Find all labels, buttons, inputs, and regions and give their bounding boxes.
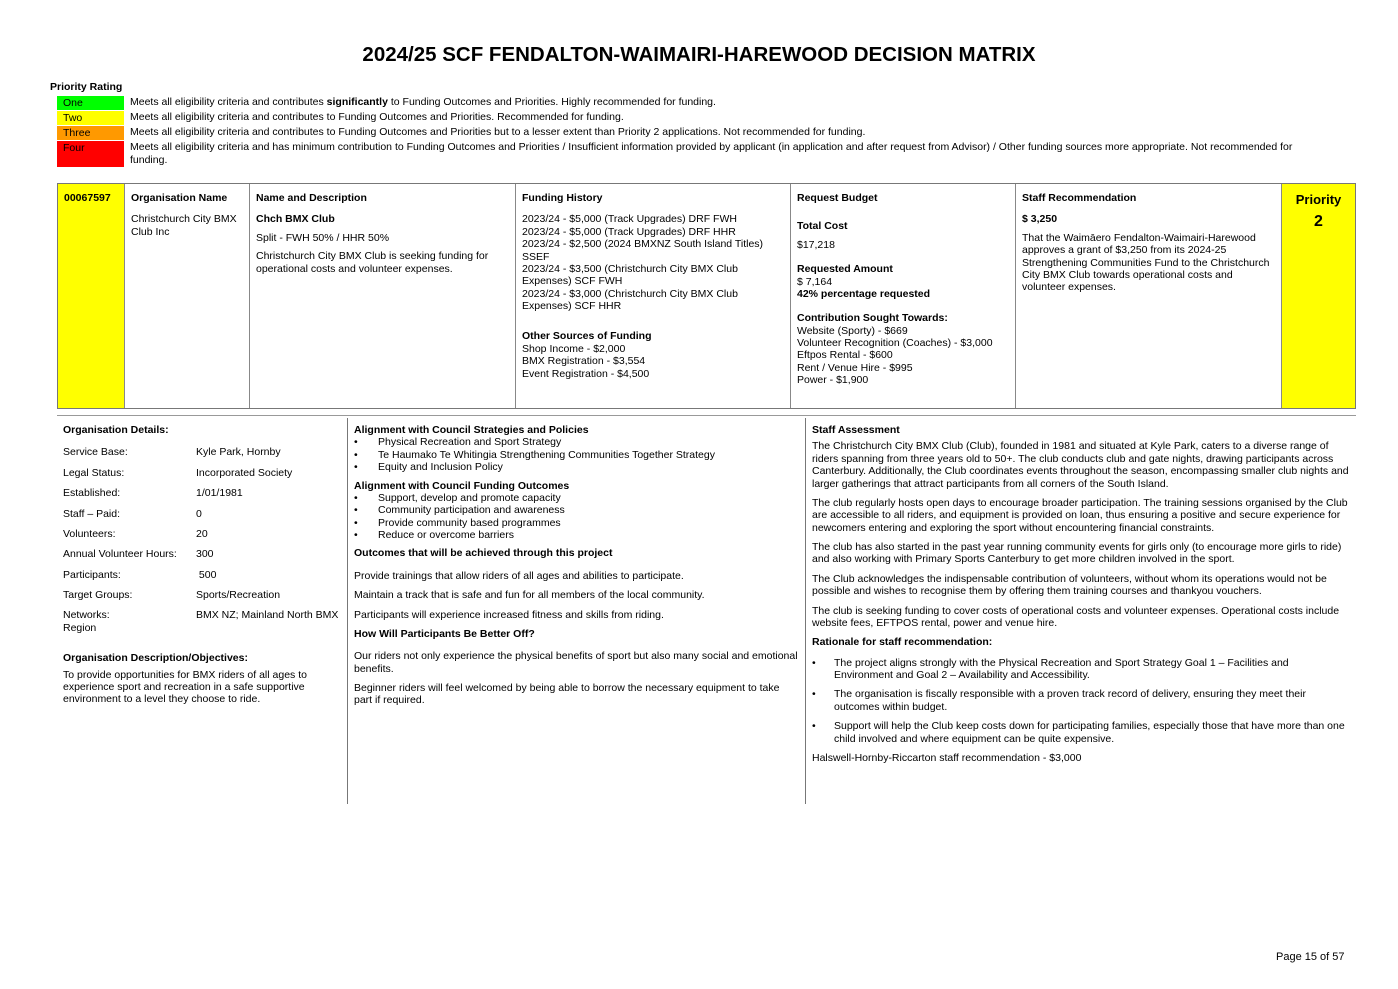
detail-row xyxy=(63,548,341,560)
detail-value: 0 xyxy=(196,507,202,520)
better-off-heading: How Will Participants Be Better Off? xyxy=(354,627,535,640)
rationale-heading: Rationale for staff recommendation: xyxy=(812,636,993,649)
legend-text-three: Meets all eligibility criteria and contributes to Funding Outcomes and Priorities but to a lesser extent than Priority 2 applications. Not recommended for funding. xyxy=(130,126,866,138)
detail-value: Sports/Recreation xyxy=(196,589,281,601)
detail-label: Target Groups: xyxy=(63,589,133,601)
contribution-item: Website (Sporty) - $669 xyxy=(797,324,908,337)
total-cost-label: Total Cost xyxy=(797,220,848,233)
strategy-item: • Equity and Inclusion Policy xyxy=(354,461,799,473)
achieved-item: Provide trainings that allow riders of all ages and abilities to participate. xyxy=(354,569,684,582)
assessment-paragraph: The club has also started in the past year running community events for girls only (to encourage more girls to ride) and also working with Primary Sports Canterbury to get more children involved in the sport. xyxy=(812,541,1342,566)
alignment-column xyxy=(348,418,806,804)
details-section xyxy=(57,418,1356,804)
detail-row xyxy=(63,446,341,458)
contribution-item: Eftpos Rental - $600 xyxy=(797,349,893,362)
funding-history-item: 2023/24 - $2,500 (2024 BMXNZ South Island Titles) SSEF xyxy=(522,238,764,263)
staff-assessment-column xyxy=(806,418,1356,804)
objectives-heading: Organisation Description/Objectives: xyxy=(63,652,248,665)
legend-swatch-two: Two xyxy=(57,111,124,125)
legend-row-one xyxy=(57,96,1317,110)
detail-row xyxy=(63,622,341,634)
detail-label: Legal Status: xyxy=(63,466,125,479)
other-source-item: BMX Registration - $3,554 xyxy=(522,355,646,368)
other-source-item: Shop Income - $2,000 xyxy=(522,342,626,355)
other-source-item: Event Registration - $4,500 xyxy=(522,367,650,380)
contribution-item: Volunteer Recognition (Coaches) - $3,000 xyxy=(797,337,993,349)
rationale-item: • The project aligns strongly with the Physical Recreation and Sport Strategy Goal 1 – Facilities and Environment and Goal 2 – Availability and Accessibility. xyxy=(812,657,1350,682)
outcome-item: • Reduce or overcome barriers xyxy=(354,529,799,541)
legend-text-four: Meets all eligibility criteria and has minimum contribution to Funding Outcomes and Priorities / Insufficient information provided by applicant (in application and after request from Advisor) / Other funding sources more appropriate. Not recommended for funding. xyxy=(130,141,1293,166)
staff-assessment-heading: Staff Assessment xyxy=(812,424,900,436)
better-off-item: Beginner riders will feel welcomed by being able to borrow the necessary equipment to take part if required. xyxy=(354,682,780,707)
detail-row xyxy=(63,487,341,499)
funding-history-item: 2023/24 - $3,000 (Christchurch City BMX Club Expenses) SCF HHR xyxy=(522,287,738,312)
legend-swatch-three: Three xyxy=(57,126,124,140)
other-sources-heading: Other Sources of Funding xyxy=(522,330,652,343)
better-off-item: Our riders not only experience the physical benefits of sport but also many social and emotional benefits. xyxy=(354,650,798,675)
staff-recommendation-amount: $ 3,250 xyxy=(1022,213,1058,226)
funding-history-item: 2023/24 - $5,000 (Track Upgrades) DRF HHR xyxy=(522,225,736,238)
detail-value: BMX NZ; Mainland North BMX xyxy=(196,609,339,622)
closing-recommendation: Halswell-Hornby-Riccarton staff recommendation - $3,000 xyxy=(812,751,1082,764)
project-name: Chch BMX Club xyxy=(256,213,335,226)
name-description-cell xyxy=(250,184,516,408)
detail-value: 1/01/1981 xyxy=(196,487,243,500)
application-id: 00067597 xyxy=(58,184,125,408)
achieved-heading: Outcomes that will be achieved through this project xyxy=(354,547,613,560)
detail-row xyxy=(63,528,341,540)
percentage-requested: 42% percentage requested xyxy=(797,287,931,300)
contribution-item: Rent / Venue Hire - $995 xyxy=(797,361,913,374)
funding-history-item: 2023/24 - $5,000 (Track Upgrades) DRF FWH xyxy=(522,213,737,226)
legend-text-two: Meets all eligibility criteria and contributes to Funding Outcomes and Priorities. Recommended for funding. xyxy=(130,111,624,123)
detail-label: Established: xyxy=(63,487,121,500)
org-name-heading: Organisation Name xyxy=(131,192,228,204)
legend-swatch-one: One xyxy=(57,96,124,110)
outcome-item: • Provide community based programmes xyxy=(354,517,799,529)
section-divider xyxy=(57,415,1356,416)
detail-label: Participants: xyxy=(63,568,121,581)
funding-history-list xyxy=(522,213,784,312)
organisation-details-column xyxy=(57,418,348,804)
assessment-paragraph: The Christchurch City BMX Club (Club), founded in 1981 and situated at Kyle Park, caters to a diverse range of riders spanning from three years old to 50+. The club conducts club and gate nights, drawing participants across Canterbury. Additionally, the Club coordinates events throughout the season, encompassing smaller club nights and larger gatherings that attract participants from all corners of the South Island. xyxy=(812,440,1349,490)
strategies-heading: Alignment with Council Strategies and Policies xyxy=(354,424,589,436)
staff-recommendation-cell xyxy=(1016,184,1282,408)
total-cost-value: $17,218 xyxy=(797,238,835,251)
contribution-item: Power - $1,900 xyxy=(797,374,869,387)
page-title: 2024/25 SCF FENDALTON-WAIMAIRI-HAREWOOD DECISION MATRIX xyxy=(362,43,1036,66)
assessment-paragraph: The club is seeking funding to cover costs of operational costs and volunteer expenses. Operational costs include website fees, EFTPOS rental, power and venue hire. xyxy=(812,604,1340,629)
detail-row xyxy=(63,569,341,581)
staff-recommendation-text: That the Waimāero Fendalton-Waimairi-Harewood approves a grant of $3,250 from its 2024-25 Strengthening Communities Fund to the Christchurch City BMX Club towards operational costs and volunteer expenses. xyxy=(1022,231,1270,294)
priority-legend xyxy=(57,96,1317,168)
detail-label: Volunteers: xyxy=(63,527,116,540)
outcomes-list xyxy=(354,492,799,542)
application-summary-table xyxy=(57,183,1356,409)
request-budget-heading: Request Budget xyxy=(797,192,878,204)
outcome-item: • Support, develop and promote capacity xyxy=(354,492,799,504)
detail-row xyxy=(63,467,341,479)
funding-history-cell xyxy=(516,184,791,408)
detail-label: Region xyxy=(63,621,97,634)
rationale-item: • Support will help the Club keep costs down for participating families, especially those that have more than one child involved and where equipment can be quite expensive. xyxy=(812,720,1350,745)
detail-label: Networks: xyxy=(63,609,110,622)
detail-label: Annual Volunteer Hours: xyxy=(63,548,177,561)
org-name: Christchurch City BMX Club Inc xyxy=(131,213,237,238)
detail-row xyxy=(63,589,341,601)
detail-label: Service Base: xyxy=(63,446,128,459)
priority-cell xyxy=(1282,184,1355,408)
objectives-text: To provide opportunities for BMX riders of all ages to experience sport and recreation in a safe supportive environment to a level they choose to ride. xyxy=(63,668,307,706)
assessment-paragraph: The club regularly hosts open days to encourage broader participation. The training sessions organised by the Club are accessible to all riders, and equipment is provided on loan, thus ensuring a positive and secure experience for newcomers entering and exploring the sport without encountering financial constraints. xyxy=(812,496,1348,534)
funding-history-heading: Funding History xyxy=(522,192,603,204)
legend-text-one: Meets all eligibility criteria and contributes significantly to Funding Outcomes and Priorities. Highly recommended for funding. xyxy=(130,96,716,108)
legend-row-four xyxy=(57,141,1317,167)
achieved-item: Maintain a track that is safe and fun for all members of the local community. xyxy=(354,589,705,602)
legend-swatch-four: Four xyxy=(57,141,124,167)
funding-split: Split - FWH 50% / HHR 50% xyxy=(256,231,390,244)
requested-amount-value: $ 7,164 xyxy=(797,275,833,288)
priority-value: 2 xyxy=(1314,213,1323,231)
page-number: Page 15 of 57 xyxy=(1276,951,1345,963)
rationale-item: • The organisation is fiscally responsible with a proven track record of delivery, ensuring they meet their outcomes within budget. xyxy=(812,688,1350,713)
legend-row-three xyxy=(57,126,1317,140)
legend-row-two xyxy=(57,111,1317,125)
detail-row xyxy=(63,508,341,520)
strategy-item: • Physical Recreation and Sport Strategy xyxy=(354,436,799,448)
name-description-heading: Name and Description xyxy=(256,192,367,204)
detail-value: Kyle Park, Hornby xyxy=(196,446,281,459)
detail-value: 300 xyxy=(196,548,214,561)
detail-label: Staff – Paid: xyxy=(63,507,121,520)
detail-row xyxy=(63,609,341,621)
strategy-item: • Te Haumako Te Whitingia Strengthening Communities Together Strategy xyxy=(354,449,799,461)
detail-value: 500 xyxy=(196,568,217,581)
priority-rating-heading: Priority Rating xyxy=(50,81,123,93)
request-budget-cell xyxy=(791,184,1016,408)
requested-amount-label: Requested Amount xyxy=(797,263,893,276)
detail-value: Incorporated Society xyxy=(196,466,293,479)
detail-value xyxy=(196,622,341,634)
achieved-item: Participants will experience increased fitness and skills from riding. xyxy=(354,608,664,621)
rationale-list xyxy=(812,657,1350,745)
priority-heading: Priority xyxy=(1295,192,1342,207)
organisation-name-cell xyxy=(125,184,250,408)
outcome-item: • Community participation and awareness xyxy=(354,504,799,516)
project-description: Christchurch City BMX Club is seeking funding for operational costs and volunteer expenses. xyxy=(256,250,489,275)
staff-recommendation-heading: Staff Recommendation xyxy=(1022,192,1137,204)
funding-history-item: 2023/24 - $3,500 (Christchurch City BMX Club Expenses) SCF FWH xyxy=(522,262,738,288)
assessment-paragraph: The Club acknowledges the indispensable contribution of volunteers, without whom its operations would not be possible and wishes to recognise them by offering them training courses and thankyou vouchers. xyxy=(812,572,1327,598)
detail-value: 20 xyxy=(196,527,208,540)
strategies-list xyxy=(354,436,799,473)
org-details-heading: Organisation Details: xyxy=(63,424,169,436)
contribution-heading: Contribution Sought Towards: xyxy=(797,312,948,325)
outcomes-heading: Alignment with Council Funding Outcomes xyxy=(354,479,570,492)
